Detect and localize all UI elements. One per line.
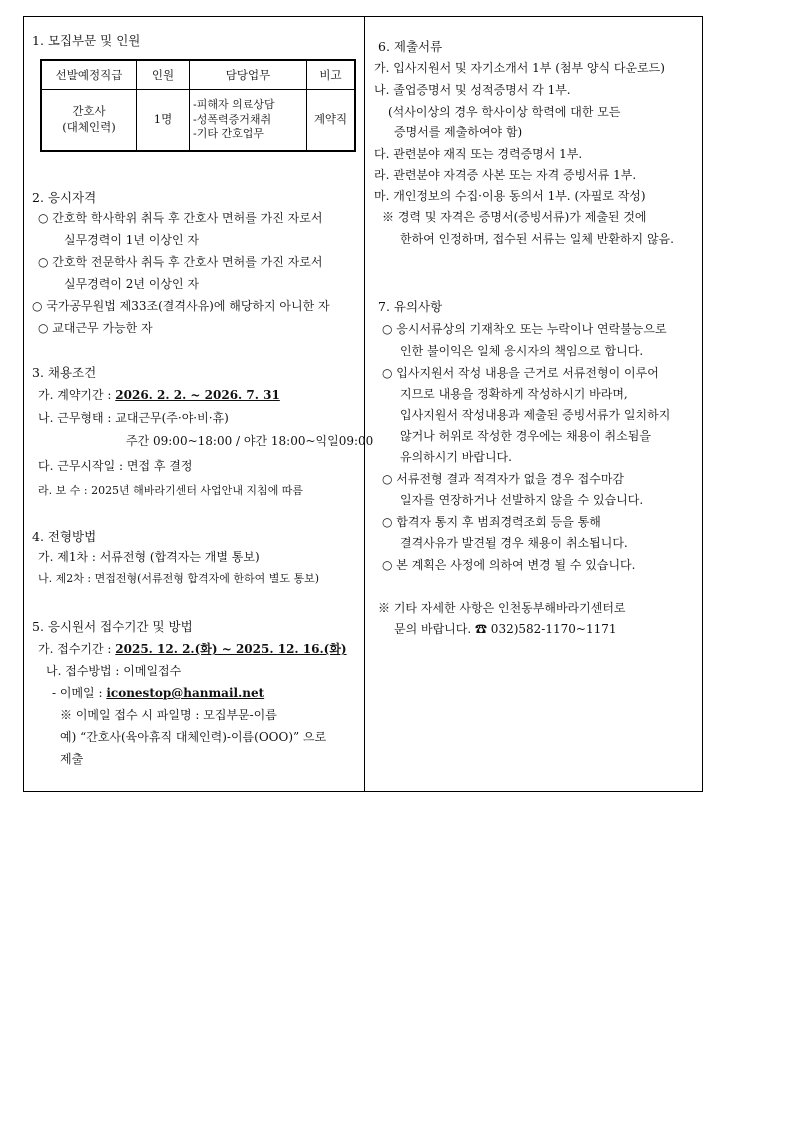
qualification-line: ○ 간호학 전문학사 취득 후 간호사 면허를 가진 자로서 [38,255,323,269]
document-item: 다. 관련분야 재직 또는 경력증명서 1부. [374,147,583,161]
selection-step: 가. 제1차 : 서류전형 (합격자는 개별 통보) [38,550,260,564]
position-title: 간호사 [72,104,106,119]
qualification-line: 실무경력이 1년 이상인 자 [64,233,199,247]
contract-period-label: 가. 계약기간 : [38,388,116,402]
selection-step: 나. 제2차 : 면접전형(서류전형 합격자에 한하여 별도 통보) [38,572,320,585]
duty-item: -피해자 의료상담 [193,97,275,111]
duty-item: -성폭력증거채취 [193,112,272,126]
filename-note: ※ 이메일 접수 시 파일명 : 모집부문-이름 [60,708,277,722]
notice-item: ○ 서류전형 결과 적격자가 없을 경우 접수마감 [382,472,625,486]
notice-frame [23,16,703,792]
section-1-heading: 1. 모집부문 및 인원 [32,33,141,48]
qualification-line: ○ 교대근무 가능한 자 [38,321,153,335]
application-period-label: 가. 접수기간 : [38,642,116,656]
notice-item: ○ 합격자 통지 후 범죄경력조회 등을 통해 [382,515,601,529]
document-note: ※ 경력 및 자격은 증명서(증빙서류)가 제출된 것에 [382,210,647,224]
section-6-heading: 6. 제출서류 [378,39,443,54]
notice-item: ○ 응시서류상의 기재착오 또는 누락이나 연락불능으로 [382,322,667,336]
document-item: 마. 개인정보의 수집·이용 동의서 1부. (자필로 작성) [374,189,646,203]
notice-item: 지므로 내용을 정확하게 작성하시기 바라며, [400,387,628,401]
document-item: 증명서를 제출하여야 함) [394,125,523,139]
note-cell: 계약직 [307,90,356,152]
work-type: 나. 근무형태 : 교대근무(주·야·비·휴) [38,411,229,425]
notice-item: 인한 불이익은 일체 응시자의 책임으로 합니다. [400,344,644,358]
contract-period-value: 2026. 2. 2. ~ 2026. 7. 31 [115,388,280,402]
recruitment-table [40,59,356,152]
headcount-cell: 1명 [137,90,190,152]
section-5-heading: 5. 응시원서 접수기간 및 방법 [32,619,193,634]
document-item: 가. 입사지원서 및 자기소개서 1부 (첨부 양식 다운로드) [374,61,665,75]
table-row [41,90,355,152]
qualification-line: ○ 국가공무원법 제33조(결격사유)에 해당하지 아니한 자 [32,299,330,313]
start-date: 다. 근무시작일 : 면접 후 결정 [38,459,193,473]
application-period [38,640,347,660]
notice-item: ○ 본 계획은 사정에 의하여 변경 될 수 있습니다. [382,558,636,572]
duty-item: -기타 간호업무 [193,127,264,141]
document-item: (석사이상의 경우 학사이상 학력에 대한 모든 [388,105,621,119]
notice-item: ○ 입사지원서 작성 내용을 근거로 서류전형이 이루어 [382,366,659,380]
contact-note: ※ 기타 자세한 사항은 인천동부해바라기센터로 [378,601,626,615]
section-3-heading: 3. 채용조건 [32,365,97,380]
salary: 라. 보 수 : 2025년 해바라기센터 사업안내 지침에 따름 [38,484,304,497]
work-hours: 주간 09:00~18:00 / 야간 18:00~익일09:00 [126,434,374,448]
position-cell [41,90,137,152]
document-note: 한하여 인정하며, 접수된 서류는 일체 반환하지 않음. [400,232,674,246]
table-header: 선발예정직급 [41,60,137,90]
duties-cell [190,90,307,152]
notice-item: 유의하시기 바랍니다. [400,450,512,464]
qualification-line: 실무경력이 2년 이상인 자 [64,277,199,291]
email-label: - 이메일 : [52,686,107,700]
table-header: 비고 [307,60,356,90]
qualification-line: ○ 간호학 학사학위 취득 후 간호사 면허를 가진 자로서 [38,211,323,225]
filename-example-end: 제출 [60,752,84,766]
notice-item: 일자를 연장하거나 선발하지 않을 수 있습니다. [400,493,644,507]
section-2-heading: 2. 응시자격 [32,190,97,205]
table-header: 담당업무 [190,60,307,90]
position-subtitle: (대체인력) [62,120,116,134]
section-7-heading: 7. 유의사항 [378,299,443,314]
document-item: 나. 졸업증명서 및 성적증명서 각 1부. [374,83,571,97]
filename-example: 예) “간호사(육아휴직 대체인력)-이름(OOO)” 으로 [60,730,327,744]
notice-item: 입사지원서 작성내용과 제출된 증빙서류가 일치하지 [400,408,671,422]
notice-item: 결격사유가 발견될 경우 채용이 취소됩니다. [400,536,628,550]
notice-item: 않거나 허위로 작성한 경우에는 채용이 취소됨을 [400,429,651,443]
table-header-row [41,60,355,90]
document-item: 라. 관련분야 자격증 사본 또는 자격 증빙서류 1부. [374,168,637,182]
column-divider [364,17,365,791]
section-4-heading: 4. 전형방법 [32,529,97,544]
email-line [52,684,264,704]
application-method: 나. 접수방법 : 이메일접수 [46,664,182,678]
email-link[interactable]: iconestop@hanmail.net [106,686,265,700]
contact-phone: 문의 바랍니다. ☎ 032)582-1170~1171 [394,622,617,636]
table-header: 인원 [137,60,190,90]
contract-period [38,386,280,406]
application-period-value: 2025. 12. 2.(화) ~ 2025. 12. 16.(화) [115,642,347,656]
